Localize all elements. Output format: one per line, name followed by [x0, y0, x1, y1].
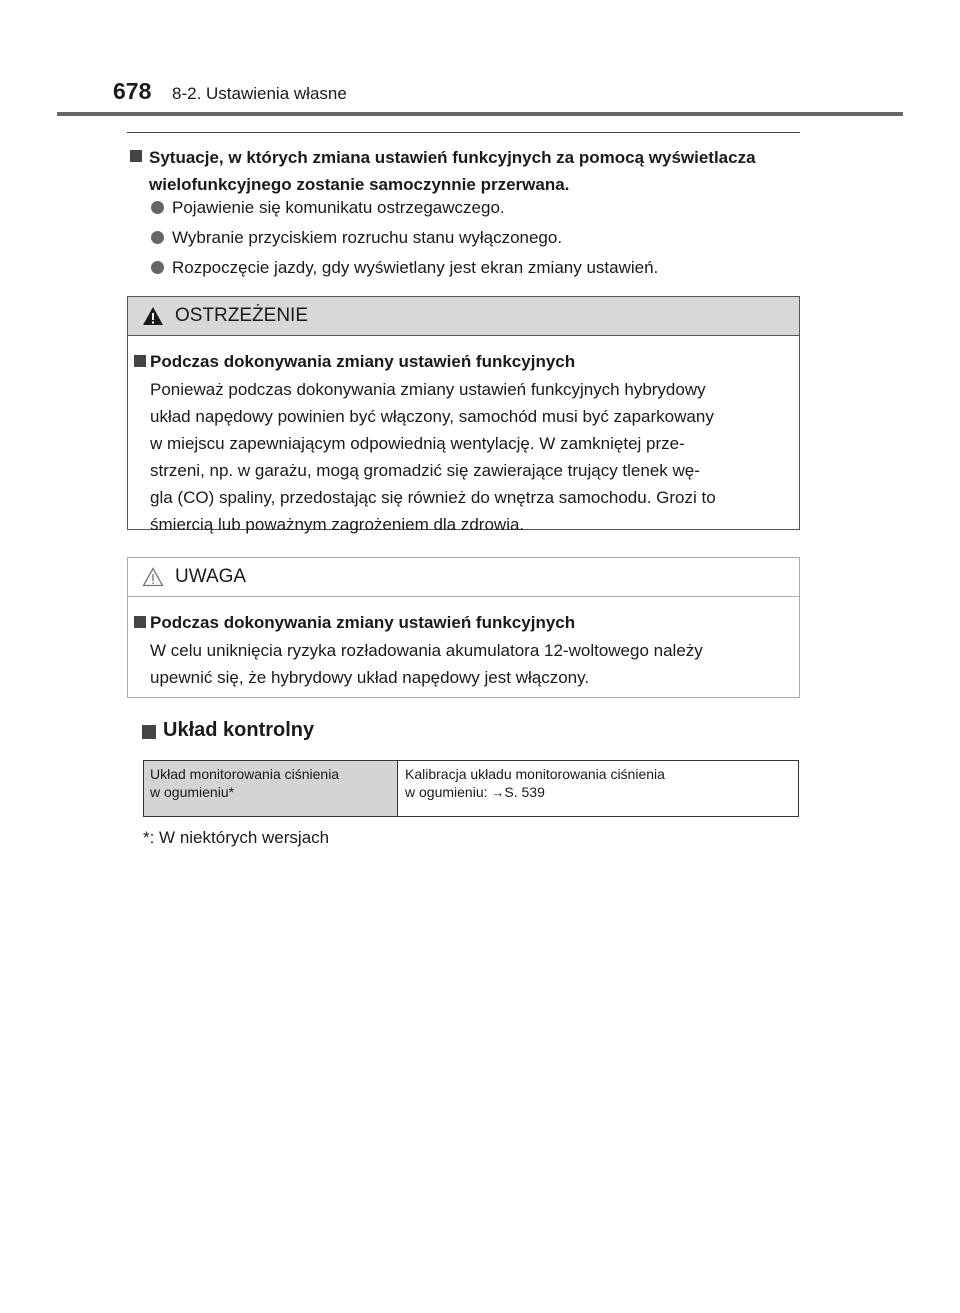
caution-body	[150, 637, 790, 691]
square-bullet-icon	[142, 725, 156, 739]
footnote: *: W niektórych wersjach	[143, 828, 330, 847]
table-cell-value-prefix: w ogumieniu:	[405, 784, 492, 800]
bullet-item: Wybranie przyciskiem rozruchu stanu wyłączonego.	[172, 228, 563, 247]
arrow-right-icon: →	[491, 785, 505, 800]
warning-body-line: Ponieważ podczas dokonywania zmiany ustawień funkcyjnych hybrydowy	[150, 380, 706, 399]
table-cell-label-line: Układ monitorowania ciśnienia	[150, 766, 340, 782]
warning-body-line: śmiercią lub poważnym zagrożeniem dla zdrowia.	[150, 515, 525, 534]
warning-subtitle: Podczas dokonywania zmiany ustawień funkcyjnych	[150, 352, 576, 371]
table-cell-value-line: Kalibracja układu monitorowania ciśnienia	[405, 766, 665, 782]
caution-box-header	[128, 558, 799, 597]
warning-box-title: OSTRZEŻENIE	[175, 305, 309, 326]
table-cell-value	[398, 761, 798, 816]
square-bullet-icon	[134, 616, 146, 628]
section-title: 8-2. Ustawienia własne	[172, 84, 347, 103]
caution-box	[127, 557, 800, 698]
warning-body-line: w miejscu zapewniającym odpowiednią wentylację. W zamkniętej prze-	[150, 434, 685, 453]
interruption-title	[149, 144, 809, 198]
interruption-title-line2: wielofunkcyjnego zostanie samoczynnie przerwana.	[149, 175, 570, 194]
square-bullet-icon	[130, 150, 142, 162]
warning-body-line: układ napędowy powinien być włączony, samochód musi być zaparkowany	[150, 407, 714, 426]
caution-subtitle: Podczas dokonywania zmiany ustawień funkcyjnych	[150, 613, 576, 632]
interruption-title-line1: Sytuacje, w których zmiana ustawień funkcyjnych za pomocą wyświetlacza	[149, 148, 756, 167]
table-cell-label-line: w ogumieniu*	[150, 784, 235, 800]
round-bullet-icon	[151, 201, 164, 214]
warning-box-header	[128, 297, 799, 336]
page-number: 678	[113, 78, 152, 104]
sub-rule	[127, 132, 800, 133]
caution-box-title: UWAGA	[175, 566, 247, 587]
caution-body-line: W celu uniknięcia ryzyka rozładowania akumulatora 12-woltowego należy	[150, 641, 703, 660]
header-rule	[57, 112, 903, 116]
bullet-item: Pojawienie się komunikatu ostrzegawczego.	[172, 198, 505, 217]
square-bullet-icon	[134, 355, 146, 367]
warning-body-line: strzeni, np. w garażu, mogą gromadzić się zawierające trujący tlenek wę-	[150, 461, 700, 480]
caution-body-line: upewnić się, że hybrydowy układ napędowy jest włączony.	[150, 668, 590, 687]
round-bullet-icon	[151, 231, 164, 244]
warning-box	[127, 296, 800, 534]
warning-body	[150, 376, 790, 538]
bullet-item: Rozpoczęcie jazdy, gdy wyświetlany jest ekran zmiany ustawień.	[172, 258, 659, 277]
table-cell-label	[144, 761, 398, 816]
page-reference-link[interactable]: S. 539	[504, 784, 545, 800]
warning-triangle-outline-icon	[142, 567, 164, 587]
control-system-title: Układ kontrolny	[163, 719, 315, 741]
table-cell-value-line	[405, 783, 791, 802]
warning-triangle-filled-icon	[142, 306, 164, 326]
warning-body-line: gla (CO) spaliny, przedostając się również do wnętrza samochodu. Grozi to	[150, 488, 716, 507]
control-system-table	[143, 760, 799, 817]
round-bullet-icon	[151, 261, 164, 274]
